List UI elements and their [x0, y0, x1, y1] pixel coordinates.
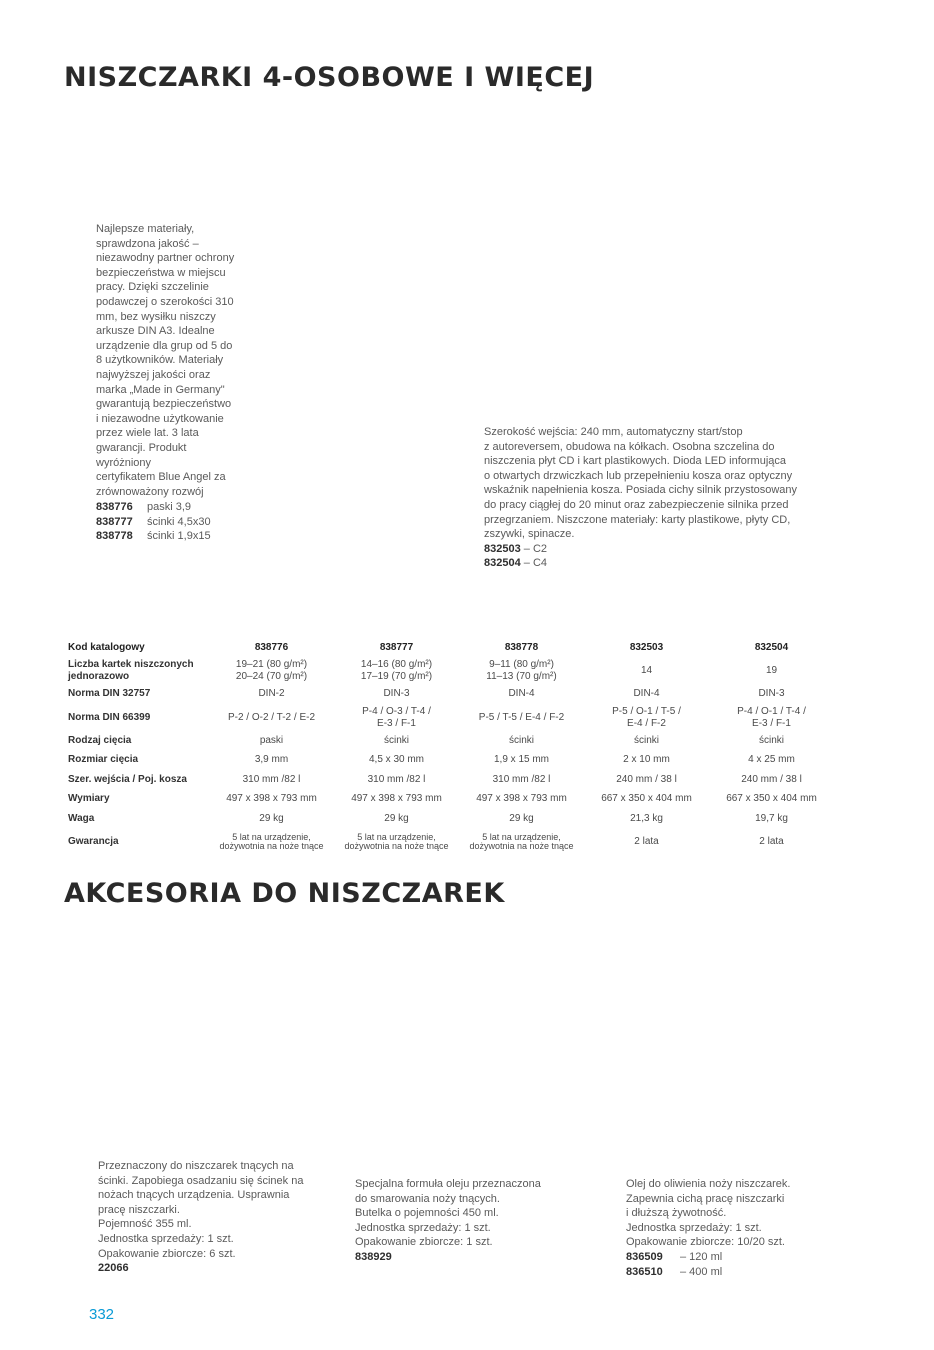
product-code: 22066: [98, 1262, 129, 1275]
cell-line: DIN-4: [633, 688, 660, 700]
cell-line: 19–21 (80 g/m²): [235, 659, 308, 670]
product-code-row: [96, 529, 256, 544]
description-line: pracy. Dzięki szczelinie: [96, 281, 209, 294]
cell-line: 667 x 350 x 404 mm: [601, 793, 692, 805]
description-line: arkusze DIN A3. Idealne: [96, 325, 215, 338]
table-cell: [459, 731, 584, 751]
table-row: [64, 704, 834, 731]
cell-line: 240 mm / 38 l: [616, 773, 677, 785]
table-cell: [709, 751, 834, 771]
table-cell: [334, 751, 459, 771]
description-line: i niezawodne użytkowanie: [96, 412, 224, 425]
product-variant: ścinki 4,5x30: [147, 515, 211, 528]
cell-line: 29 kg: [509, 812, 534, 824]
product-code-row: [96, 500, 256, 515]
product-code: 838776: [96, 501, 133, 514]
product-code: 838778: [96, 530, 133, 543]
product-code: 832503: [484, 542, 521, 555]
product-code-row: [626, 1250, 846, 1265]
table-cell: [334, 770, 459, 790]
cell-line: DIN-4: [508, 688, 535, 700]
cell-line: 2 lata: [634, 836, 659, 847]
cell-line: 310 mm /82 l: [242, 773, 301, 785]
table-cell: [584, 770, 709, 790]
cell-line: 310 mm /82 l: [367, 773, 426, 785]
cell-line: 2 x 10 mm: [623, 754, 670, 766]
cell-line: 9–11 (80 g/m²): [489, 659, 554, 670]
cell-line: ścinki: [508, 734, 534, 746]
product-variant: – 400 ml: [680, 1265, 723, 1278]
table-cell: [459, 809, 584, 829]
table-cell: [709, 731, 834, 751]
product-variant: ścinki 1,9x15: [147, 530, 211, 543]
description-line: certyfikatem Blue Angel za: [96, 471, 226, 484]
description-line: marka „Made in Germany": [96, 383, 225, 396]
cell-line: ścinki: [758, 734, 784, 746]
cell-line: dożywotnia na noże tnące: [344, 841, 449, 851]
table-row: [64, 731, 834, 751]
cell-line: 310 mm /82 l: [492, 773, 551, 785]
cell-line: 19,7 kg: [755, 812, 788, 824]
cell-line: 3,9 mm: [254, 754, 289, 766]
row-label: Liczba kartek niszczonych jednorazowo: [68, 659, 194, 682]
product-code: 836509: [626, 1250, 663, 1263]
description-line: z autoreversem, obudowa na kółkach. Osobna szczelina do: [484, 440, 775, 453]
description-line: Olej do oliwienia noży niszczarek.: [626, 1178, 791, 1190]
cell-line: 11–13 (70 g/m²): [486, 671, 557, 682]
product-variant: – C4: [523, 557, 548, 570]
table-cell: [334, 790, 459, 810]
column-header: 832503: [629, 641, 664, 653]
table-cell: [209, 770, 334, 790]
table-cell: [459, 829, 584, 856]
cell-line: P-5 / O-1 / T-5 /: [612, 705, 681, 717]
spec-table: [64, 638, 834, 856]
product-code-row: [626, 1265, 846, 1280]
cell-line: E-4 / F-2: [627, 717, 666, 729]
product-code-row: [484, 542, 824, 557]
cell-line: DIN-2: [258, 688, 285, 700]
table-row: [64, 829, 834, 856]
table-cell: [334, 658, 459, 685]
table-cell: [709, 809, 834, 829]
description-line: bezpieczeństwa w miejscu: [96, 266, 226, 279]
section-title-accessories: AKCESORIA DO NISZCZAREK: [64, 878, 505, 909]
table-header-row: [64, 638, 834, 658]
description-line: Przeznaczony do niszczarek tnących na: [98, 1160, 294, 1172]
table-cell: [709, 704, 834, 731]
product-description-838776: [96, 222, 256, 544]
cell-line: E-3 / F-1: [377, 717, 416, 729]
description-line: podawczej o szerokości 310: [96, 295, 234, 308]
cell-line: 20–24 (70 g/m²): [235, 671, 308, 682]
accessory-description-838929: [355, 1177, 575, 1265]
spec-table-body: [64, 638, 834, 856]
cell-line: 14: [640, 665, 653, 676]
table-cell: [584, 751, 709, 771]
cell-line: P-5 / T-5 / E-4 / F-2: [478, 711, 565, 723]
section-title-shredders: NISZCZARKI 4-OSOBOWE I WIĘCEJ: [64, 62, 595, 93]
cell-line: ścinki: [383, 734, 409, 746]
description-line: Opakowanie zbiorcze: 10/20 szt.: [626, 1236, 785, 1249]
product-variant: – 120 ml: [680, 1250, 723, 1263]
description-line: Szerokość wejścia: 240 mm, automatyczny start/stop: [484, 426, 743, 438]
table-cell: [209, 658, 334, 685]
description-line: gwarantują bezpieczeństwo: [96, 398, 232, 411]
table-cell: [584, 731, 709, 751]
cell-line: paski: [259, 734, 284, 746]
description-line: wskaźnik napełnienia kosza. Posiada cichy silnik przystosowany: [484, 484, 798, 497]
cell-line: 667 x 350 x 404 mm: [726, 793, 817, 805]
description-line: gwarancji. Produkt: [96, 441, 187, 454]
description-line: nożach tnących urządzenia. Usprawnia: [98, 1189, 290, 1202]
table-cell: [459, 790, 584, 810]
description-line: zszywki, spinacze.: [484, 528, 575, 541]
description-line: Jednostka sprzedaży: 1 szt.: [626, 1221, 762, 1234]
cell-line: 497 x 398 x 793 mm: [476, 793, 567, 805]
cell-line: 17–19 (70 g/m²): [360, 671, 433, 682]
table-cell: [334, 809, 459, 829]
cell-line: P-4 / O-3 / T-4 /: [362, 705, 431, 717]
cell-line: 497 x 398 x 793 mm: [351, 793, 442, 805]
product-code-row: [96, 515, 256, 530]
description-line: i dłuższą żywotność.: [626, 1207, 727, 1220]
cell-line: 240 mm / 38 l: [741, 773, 802, 785]
table-cell: [209, 809, 334, 829]
cell-line: 5 lat na urządzenie,: [232, 831, 311, 842]
description-line: do pracy ciągłej do 20 minut oraz zabezpieczenie silnika przed: [484, 498, 789, 511]
description-line: zrównoważony rozwój: [96, 485, 204, 498]
description-line: niszczenia płyt CD i kart plastikowych. Dioda LED informująca: [484, 455, 787, 468]
cell-line: E-3 / F-1: [752, 717, 791, 729]
table-cell: [209, 829, 334, 856]
description-line: niezawodny partner ochrony: [96, 252, 235, 265]
table-cell: [209, 685, 334, 705]
cell-line: DIN-3: [383, 688, 410, 700]
description-line: urządzenie dla grup od 5 do: [96, 339, 233, 352]
table-row: [64, 809, 834, 829]
table-cell: [459, 704, 584, 731]
row-label: Gwarancja: [68, 836, 119, 847]
cell-line: dożywotnia na noże tnące: [469, 841, 574, 851]
table-cell: [459, 770, 584, 790]
table-row: [64, 770, 834, 790]
product-description-832503: [484, 425, 824, 571]
description-line: Butelka o pojemności 450 ml.: [355, 1207, 499, 1220]
cell-line: 5 lat na urządzenie,: [357, 831, 436, 842]
table-cell: [209, 731, 334, 751]
table-row: [64, 751, 834, 771]
description-line: przez wiele lat. 3 lata: [96, 427, 199, 440]
cell-line: 5 lat na urządzenie,: [482, 831, 561, 842]
description-line: Najlepsze materiały,: [96, 223, 195, 235]
description-line: najwyższej jakości oraz: [96, 368, 211, 381]
description-line: pracę niszczarki.: [98, 1203, 180, 1216]
description-line: o otwartych drzwiczkach lub przepełnieniu kosza oraz optyczny: [484, 469, 793, 482]
product-variant: – C2: [523, 542, 548, 555]
cell-line: 4,5 x 30 mm: [368, 754, 425, 766]
cell-line: 21,3 kg: [630, 812, 663, 824]
cell-line: 29 kg: [259, 812, 284, 824]
product-variant: paski 3,9: [147, 501, 192, 514]
description-line: Jednostka sprzedaży: 1 szt.: [98, 1232, 234, 1245]
product-code: 836510: [626, 1265, 663, 1278]
table-cell: [584, 704, 709, 731]
table-cell: [709, 790, 834, 810]
product-code: 838929: [355, 1250, 392, 1263]
column-header: 838778: [504, 641, 539, 653]
table-cell: [459, 751, 584, 771]
table-cell: [709, 829, 834, 856]
column-header: 832504: [754, 641, 789, 653]
table-cell: [584, 658, 709, 685]
product-code: 832504: [484, 557, 521, 570]
cell-line: 1,9 x 15 mm: [493, 754, 550, 766]
table-cell: [709, 685, 834, 705]
cell-line: 14–16 (80 g/m²): [360, 659, 433, 670]
cell-line: P-2 / O-2 / T-2 / E-2: [227, 711, 316, 723]
cell-line: 29 kg: [384, 812, 409, 824]
description-line: ścinki. Zapobiega osadzaniu się ścinek na: [98, 1174, 304, 1187]
description-line: mm, bez wysiłku niszczy: [96, 310, 216, 323]
cell-line: P-4 / O-1 / T-4 /: [737, 705, 806, 717]
cell-line: 497 x 398 x 793 mm: [226, 793, 317, 805]
description-line: Opakowanie zbiorcze: 1 szt.: [355, 1236, 493, 1249]
row-label: Norma DIN 66399: [68, 711, 151, 723]
row-label: Kod katalogowy: [68, 641, 145, 653]
cell-line: dożywotnia na noże tnące: [219, 841, 324, 851]
product-code-row: [355, 1250, 575, 1265]
table-row: [64, 658, 834, 685]
product-code-row: [98, 1261, 328, 1276]
column-header: 838777: [379, 641, 414, 653]
table-cell: [459, 658, 584, 685]
description-line: Specjalna formuła oleju przeznaczona: [355, 1178, 541, 1190]
table-row: [64, 790, 834, 810]
table-cell: [334, 731, 459, 751]
table-cell: [209, 751, 334, 771]
row-label: Rozmiar cięcia: [68, 754, 139, 766]
table-cell: [709, 658, 834, 685]
table-cell: [584, 790, 709, 810]
column-header: 838776: [254, 641, 289, 653]
table-cell: [334, 829, 459, 856]
cell-line: 2 lata: [759, 836, 784, 847]
row-label: Wymiary: [68, 793, 110, 805]
cell-line: 4 x 25 mm: [748, 754, 795, 766]
row-label: Norma DIN 32757: [68, 688, 151, 700]
description-line: Opakowanie zbiorcze: 6 szt.: [98, 1247, 236, 1260]
description-line: przegrzaniem. Niszczone materiały: karty plastikowe, płyty CD,: [484, 513, 791, 526]
description-line: Zapewnia cichą pracę niszczarki: [626, 1192, 785, 1205]
table-row: [64, 685, 834, 705]
accessory-description-22066: [98, 1159, 328, 1276]
table-cell: [709, 770, 834, 790]
accessory-description-836509: [626, 1177, 846, 1279]
description-line: sprawdzona jakość –: [96, 237, 199, 250]
description-line: 8 użytkowników. Materiały: [96, 354, 224, 367]
description-line: do smarowania noży tnących.: [355, 1192, 500, 1205]
description-line: wyróżniony: [96, 456, 152, 469]
table-cell: [459, 685, 584, 705]
table-cell: [334, 685, 459, 705]
table-cell: [584, 829, 709, 856]
cell-line: ścinki: [633, 734, 659, 746]
row-label: Rodzaj cięcia: [68, 734, 132, 746]
row-label: Szer. wejścia / Poj. kosza: [68, 773, 187, 785]
cell-line: DIN-3: [758, 688, 785, 700]
table-cell: [209, 790, 334, 810]
description-line: Jednostka sprzedaży: 1 szt.: [355, 1221, 491, 1234]
row-label: Waga: [68, 812, 95, 824]
cell-line: 19: [765, 665, 778, 676]
description-line: Pojemność 355 ml.: [98, 1218, 192, 1231]
table-cell: [334, 704, 459, 731]
table-cell: [209, 704, 334, 731]
product-code-row: [484, 556, 824, 571]
product-code: 838777: [96, 515, 133, 528]
page-number: 332: [89, 1306, 115, 1323]
table-cell: [584, 685, 709, 705]
table-cell: [584, 809, 709, 829]
